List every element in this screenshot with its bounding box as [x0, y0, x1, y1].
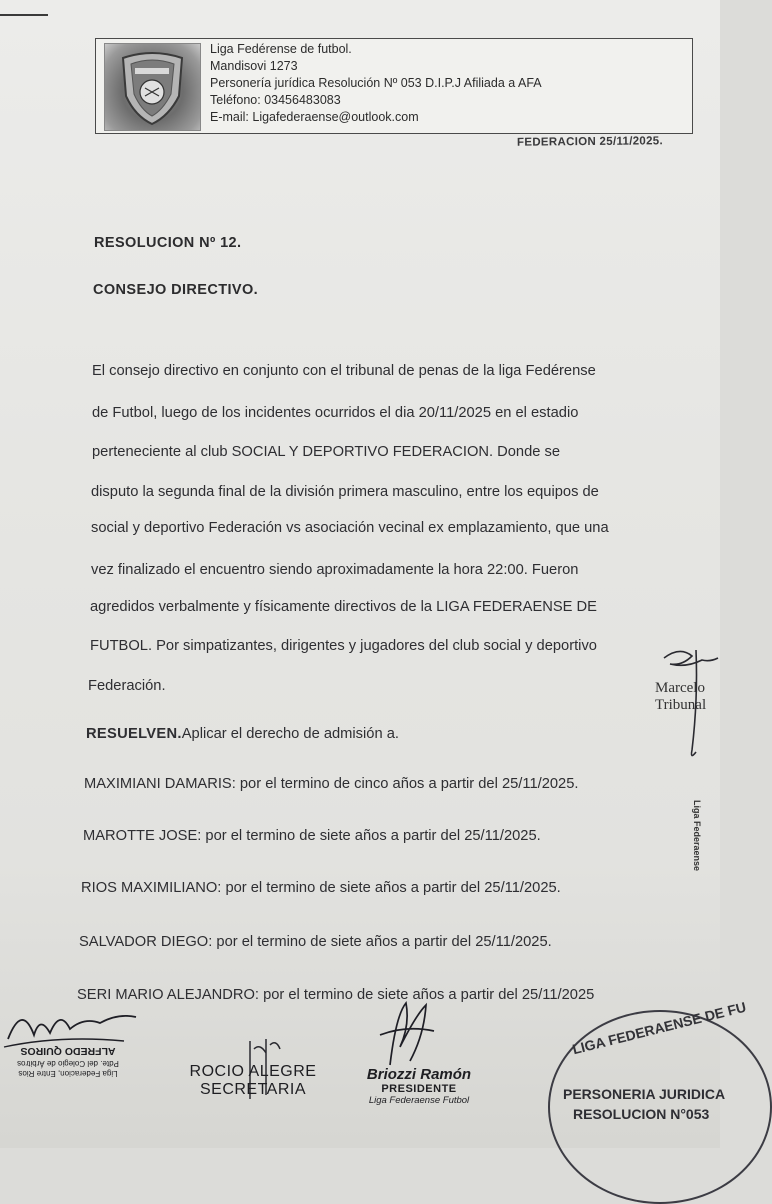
quiros-name: ALFREDO QUIROS — [20, 1045, 116, 1057]
letterhead-line-address: Mandisovi 1273 — [210, 59, 298, 73]
letterhead-text — [210, 41, 542, 126]
margin-seal-text: Liga Federaense — [692, 800, 702, 872]
presidente-org: Liga Federaense Futbol — [368, 1095, 470, 1106]
paragraph-line: disputo la segunda final de la división primera masculino, entre los equipos de — [91, 484, 599, 500]
place-date: FEDERACION 25/11/2025. — [516, 135, 664, 149]
presidente-signature-icon — [370, 995, 440, 1075]
resolve-keyword: RESUELVEN. — [86, 726, 182, 742]
paragraph-line: agredidos verbalmente y físicamente directivos de la LIGA FEDERAENSE DE — [90, 599, 597, 615]
letterhead-line-phone: Teléfono: 03456483083 — [210, 93, 341, 107]
official-stamp — [548, 998, 772, 1204]
list-item — [84, 776, 578, 792]
body-title: CONSEJO DIRECTIVO. — [93, 282, 259, 298]
secretaria-role: SECRETARIA — [199, 1081, 307, 1098]
stamp-line2: RESOLUCION N°053 — [573, 1106, 710, 1122]
tribunal-role: Tribunal — [655, 697, 707, 713]
sanction-term: : por el termino de siete años a partir del 25/11/2025. — [217, 880, 561, 896]
presidente-name: Briozzi Ramón — [366, 1066, 472, 1083]
paragraph-line: perteneciente al club SOCIAL Y DEPORTIVO FEDERACION. Donde se — [92, 444, 561, 460]
letterhead — [95, 38, 693, 134]
sanction-name: SALVADOR DIEGO — [79, 934, 209, 950]
secretaria-signature-block — [178, 1063, 328, 1099]
tribunal-note — [655, 680, 706, 714]
quiros-line2: Pdte. del Colegio de Árbitros — [17, 1059, 119, 1068]
paragraph-line: vez finalizado el encuentro siendo aproximadamente la hora 22:00. Fueron — [91, 562, 579, 578]
top-edge-line — [0, 14, 48, 16]
sanction-term: : por el termino de cinco años a partir del 25/11/2025. — [231, 776, 579, 792]
list-item — [81, 880, 561, 896]
paragraph-line: de Futbol, luego de los incidentes ocurridos el dia 20/11/2025 en el estadio — [92, 405, 579, 421]
paragraph-line: El consejo directivo en conjunto con el tribunal de penas de la liga Fedérense — [92, 363, 596, 379]
sanction-term: : por el termino de siete años a partir del 25/11/2025. — [197, 828, 541, 844]
paragraph-line: FUTBOL. Por simpatizantes, dirigentes y jugadores del club social y deportivo — [90, 638, 597, 654]
sanction-name: MAROTTE JOSE — [83, 828, 198, 844]
list-item — [77, 987, 594, 1003]
presidente-role: PRESIDENTE — [381, 1083, 457, 1095]
sanction-name: RIOS MAXIMILIANO — [81, 880, 218, 896]
resolve-text: Aplicar el derecho de admisión a. — [181, 726, 399, 742]
letterhead-line-legal: Personería jurídica Resolución Nº 053 D.I.P.J Afiliada a AFA — [210, 76, 542, 90]
shield-logo-icon — [105, 44, 200, 130]
quiros-line3: Liga Federacion, Entre Rios — [18, 1069, 118, 1078]
presidente-signature-block — [354, 1066, 484, 1106]
sanction-name: SERI MARIO ALEJANDRO — [77, 987, 255, 1003]
list-item — [79, 934, 552, 950]
tribunal-name: Marcelo — [655, 680, 705, 696]
letterhead-line-org: Liga Fedérense de futbol. — [210, 42, 352, 56]
stamp-line1: PERSONERIA JURIDICA — [563, 1086, 726, 1102]
secretaria-name: ROCIO ALEGRE — [189, 1063, 317, 1080]
liga-logo — [104, 43, 201, 131]
paragraph-line: Federación. — [88, 678, 166, 694]
sanction-term: : por el termino de siete años a partir del 25/11/2025 — [254, 987, 595, 1003]
resolve-line — [86, 726, 399, 742]
sanction-name: MAXIMIANI DAMARIS — [84, 776, 232, 792]
letterhead-line-email: E-mail: Ligafederaense@outlook.com — [210, 110, 419, 124]
quiros-signature-block — [4, 1044, 132, 1078]
sanction-term: : por el termino de siete años a partir del 25/11/2025. — [208, 934, 552, 950]
list-item — [83, 828, 541, 844]
stamp-ring-text: LIGA FEDERAENSE DE FU — [570, 998, 748, 1058]
resolution-title: RESOLUCION Nº 12. — [94, 235, 242, 251]
paragraph-line: social y deportivo Federación vs asociación vecinal ex emplazamiento, que una — [91, 520, 609, 536]
